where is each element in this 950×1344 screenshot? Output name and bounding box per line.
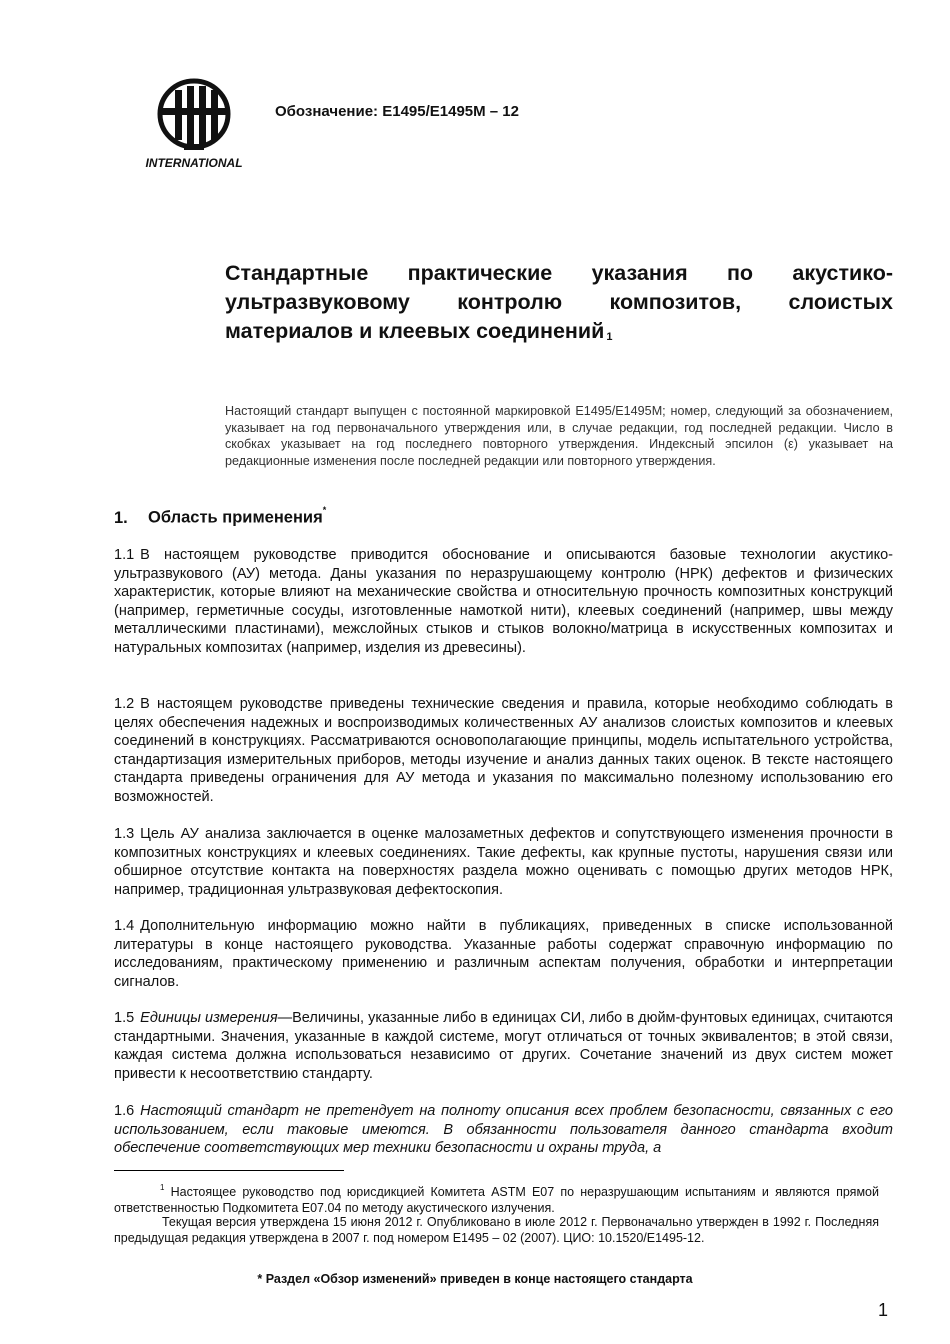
astm-logo-icon [140,78,252,174]
intro-note: Настоящий стандарт выпущен с постоянной маркировкой E1495/E1495M; номер, следующий за обозначением, указывает на год первоначального утверждения или, в случае редакции, год последней редакции. Число в скобках указывает на год последнего повторного утверждения. Индексный эпсилон (ε) указывает на редакционные изменения после последней редакции или повторного утверждения. [225,404,893,468]
title-footnote-mark: 1 [606,331,613,343]
footnote-text: Настоящее руководство под юрисдикцией Комитета ASTM E07 по неразрушающим испытаниям и являются прямой ответственностью Подкомитета E07.04 по методу акустического излучения. [114,1185,879,1215]
paragraph-number: 1.4 [114,918,135,934]
paragraph-text: Цель АУ анализа заключается в оценке малозаметных дефектов и сопутствующего изменения прочности в композитных конструкциях и клеевых соединениях. Такие дефекты, как крупные пустоты, нарушения связи или обширное отсутствие контакта на поверхностях раздела можно оценивать с помощью других методов НРК, например, традиционная ультразвуковая дефектоскопия. [114,826,893,898]
paragraph-italic: Настоящий стандарт не претендует на полноту описания всех проблем безопасности, связанных с его использованием, если таковые имеются. В обязанности пользователя данного стандарта входит обеспечение соответствующих мер техники безопасности и охраны труда, а [114,1103,893,1157]
paragraph-italic: Единицы измерения [140,1010,278,1026]
section-mark: * [322,505,327,515]
footnote-1-continuation: Текущая версия утверждена 15 июня 2012 г. Опубликовано в июле 2012 г. Первоначально утвержден в 1992 г. Последняя предыдущая редакция утверждена в 2007 г. под номером E1495 – 02 (2007). ЦИО: 10.1520/E1495-12. [114,1215,879,1245]
paragraph-1-2 [114,695,893,807]
section-heading [114,505,327,528]
astm-logo [140,78,252,174]
paragraph-text: Дополнительную информацию можно найти в публикациях, приведенных в списке использованной литературы в конце настоящего руководства. Указанные работы содержат справочную информацию по исследованиям, практическому применению и различным аспектам получения, обработки и интерпретации сигналов. [114,918,893,990]
paragraph-number: 1.3 [114,826,135,842]
paragraph-number: 1.1 [114,547,135,563]
footnote-divider [114,1170,344,1171]
logo-wordmark: INTERNATIONAL [145,156,243,170]
paragraph-1-5 [114,1009,893,1083]
footnote-1 [114,1181,879,1216]
document-title [225,259,893,346]
section-number: 1. [114,508,128,527]
paragraph-number: 1.2 [114,696,135,712]
paragraph-1-1 [114,546,893,658]
paragraph-text: В настоящем руководстве приводится обоснование и описываются базовые технологии акустико-ультразвукового (АУ) метода. Даны указания по неразрушающему контролю (НРК) дефектов и физических характеристик, которые влияют на механические свойства и относительную прочность композитных конструкций (например, герметичные сосуды, изготовленные намоткой нити), клеевых соединений (например, швы между металлическими пластинами), межслойных стыков и стыков волокно/матрица в искусственных композитах и натуральных композитах (например, изделия из древесины). [114,547,893,656]
footnote-mark: 1 [160,1183,165,1192]
revision-note: * Раздел «Обзор изменений» приведен в конце настоящего стандарта [257,1272,693,1286]
paragraph-1-4 [114,917,893,991]
title-text: Стандартные практические указания по акустико-ультразвуковому контролю композитов, слоистых материалов и клеевых соединений [225,261,893,343]
section-title: Область применения [148,508,323,527]
paragraph-text: —Величины, указанные либо в единицах СИ, либо в дюйм-фунтовых единицах, считаются стандартными. Значения, указанные в каждой системе, могут отличаться от точных эквивалентов; в этой связи, каждая система должна использоваться независимо от других. Сочетание значений из двух систем может привести к несоответствию стандарту. [114,1010,893,1082]
page-number: 1 [878,1300,889,1320]
paragraph-1-6 [114,1102,893,1158]
paragraph-1-3 [114,825,893,899]
paragraph-number: 1.6 [114,1103,135,1119]
paragraph-text: В настоящем руководстве приведены технические сведения и правила, которые необходимо соблюдать в целях обеспечения надежных и воспроизводимых количественных АУ анализов слоистых композитов и клеевых соединений в конструкциях. Рассматриваются основополагающие принципы, модель испытательного устройства, стандартизация измерительных приборов, методы изучение и анализ данных таких оценок. В тексте настоящего стандарта приведены ограничения для АУ метода и указания по максимально полезному использованию его возможностей. [114,696,893,805]
paragraph-number: 1.5 [114,1010,135,1026]
designation: Обозначение: E1495/E1495M – 12 [275,103,519,120]
